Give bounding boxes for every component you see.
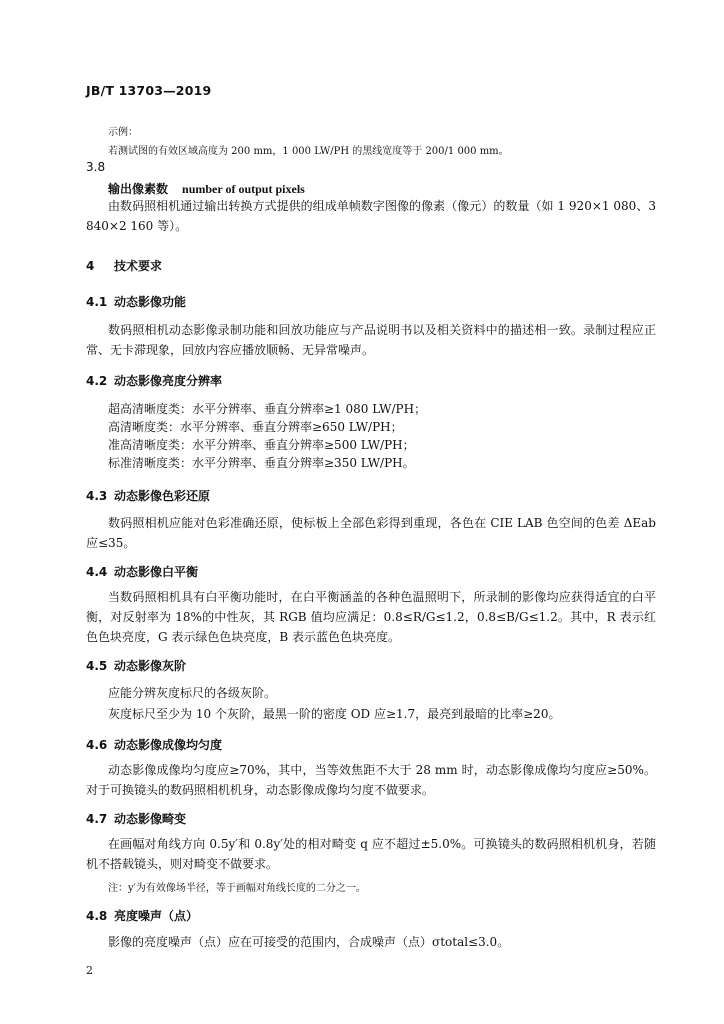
section-4-6-body: 动态影像成像均匀度应≥70%，其中，当等效焦距不大于 28 mm 时，动态影像成像均匀度应≥50%。对于可换镜头的数码照相机机身，动态影像成像均匀度不做要求。	[86, 763, 656, 797]
section-number: 4.5	[86, 659, 108, 673]
term-3-8	[108, 180, 305, 197]
section-4-7-note: 注：y′为有效像场半径，等于画幅对角线长度的二分之一。	[108, 883, 366, 894]
section-number: 4.1	[86, 295, 108, 309]
term-chinese: 输出像素数	[108, 182, 169, 196]
section-title: 亮度噪声（点）	[114, 909, 199, 923]
section-title: 动态影像亮度分辨率	[114, 374, 223, 388]
section-4-8-body: 影像的亮度噪声（点）应在可接受的范围内，合成噪声（点）σtotal≤3.0。	[108, 935, 510, 949]
section-4-5-heading	[86, 657, 186, 674]
section-title: 动态影像成像均匀度	[114, 738, 223, 752]
section-4-4-body: 当数码照相机具有白平衡功能时，在白平衡涵盖的各种色温照明下，所录制的影像均应获得适宜的白平衡，对反射率为 18%的中性灰，其 RGB 值均应满足：0.8≤R/G≤1.2，0.8≤B/G≤1.2。其中，R 表示红色色块亮度，G 表示绿色色块亮度，B 表示蓝色色块亮度。	[86, 590, 656, 644]
section-number: 4.3	[86, 489, 108, 503]
resolution-line: 准高清晰度类：水平分辨率、垂直分辨率≥500 LW/PH；	[108, 438, 415, 452]
section-number: 4.4	[86, 565, 108, 579]
section-number: 4.2	[86, 374, 108, 388]
example-text: 若测试图的有效区域高度为 200 mm，1 000 LW/PH 的黑线宽度等于 200/1 000 mm。	[108, 146, 509, 157]
section-4-heading	[86, 257, 162, 274]
section-title: 动态影像畸变	[114, 812, 187, 826]
section-title: 动态影像灰阶	[114, 659, 187, 673]
section-number: 4	[86, 259, 95, 273]
section-number: 4.6	[86, 738, 108, 752]
section-4-7-body: 在画幅对角线方向 0.5y′和 0.8y′处的相对畸变 q 应不超过±5.0%。可换镜头的数码照相机机身，若随机不搭载镜头，则对畸变不做要求。	[86, 837, 656, 871]
section-title: 动态影像白平衡	[114, 565, 199, 579]
resolution-line: 超高清晰度类：水平分辨率、垂直分辨率≥1 080 LW/PH；	[108, 402, 427, 416]
gray-scale-line: 灰度标尺至少为 10 个灰阶，最黑一阶的密度 OD 应≥1.7，最亮到最暗的比率≥20。	[108, 707, 561, 721]
example-label: 示例：	[108, 127, 138, 138]
gray-scale-line: 应能分辨灰度标尺的各级灰阶。	[108, 686, 277, 700]
document-header: JB/T 13703—2019	[86, 83, 212, 98]
term-english: number of output pixels	[182, 182, 305, 196]
section-4-7-heading	[86, 810, 186, 827]
section-title: 动态影像功能	[114, 295, 187, 309]
resolution-line: 高清晰度类：水平分辨率、垂直分辨率≥650 LW/PH；	[108, 420, 403, 434]
section-3-8-number: 3.8	[86, 160, 106, 174]
page-number: 2	[86, 964, 93, 977]
section-number: 4.7	[86, 812, 108, 826]
section-4-8-heading	[86, 907, 198, 924]
section-4-4-heading	[86, 563, 198, 580]
section-title: 动态影像色彩还原	[114, 489, 211, 503]
section-4-3-body: 数码照相机应能对色彩准确还原，使标板上全部色彩得到重现，各色在 CIE LAB 色空间的色差 ΔEab 应≤35。	[86, 516, 656, 550]
resolution-line: 标准清晰度类：水平分辨率、垂直分辨率≥350 LW/PH。	[108, 456, 415, 470]
section-4-3-heading	[86, 487, 210, 504]
section-4-2-heading	[86, 372, 222, 389]
section-4-1-body: 数码照相机动态影像录制功能和回放功能应与产品说明书以及相关资料中的描述相一致。录制过程应正常、无卡滞现象，回放内容应播放顺畅、无异常噪声。	[86, 323, 656, 357]
section-title: 技术要求	[114, 259, 163, 273]
term-3-8-definition: 由数码照相机通过输出转换方式提供的组成单帧数字图像的像素（像元）的数量（如 1 920×1 080、3 840×2 160 等）。	[86, 199, 656, 233]
section-4-1-heading	[86, 293, 186, 310]
section-4-6-heading	[86, 736, 222, 753]
section-number: 4.8	[86, 909, 108, 923]
